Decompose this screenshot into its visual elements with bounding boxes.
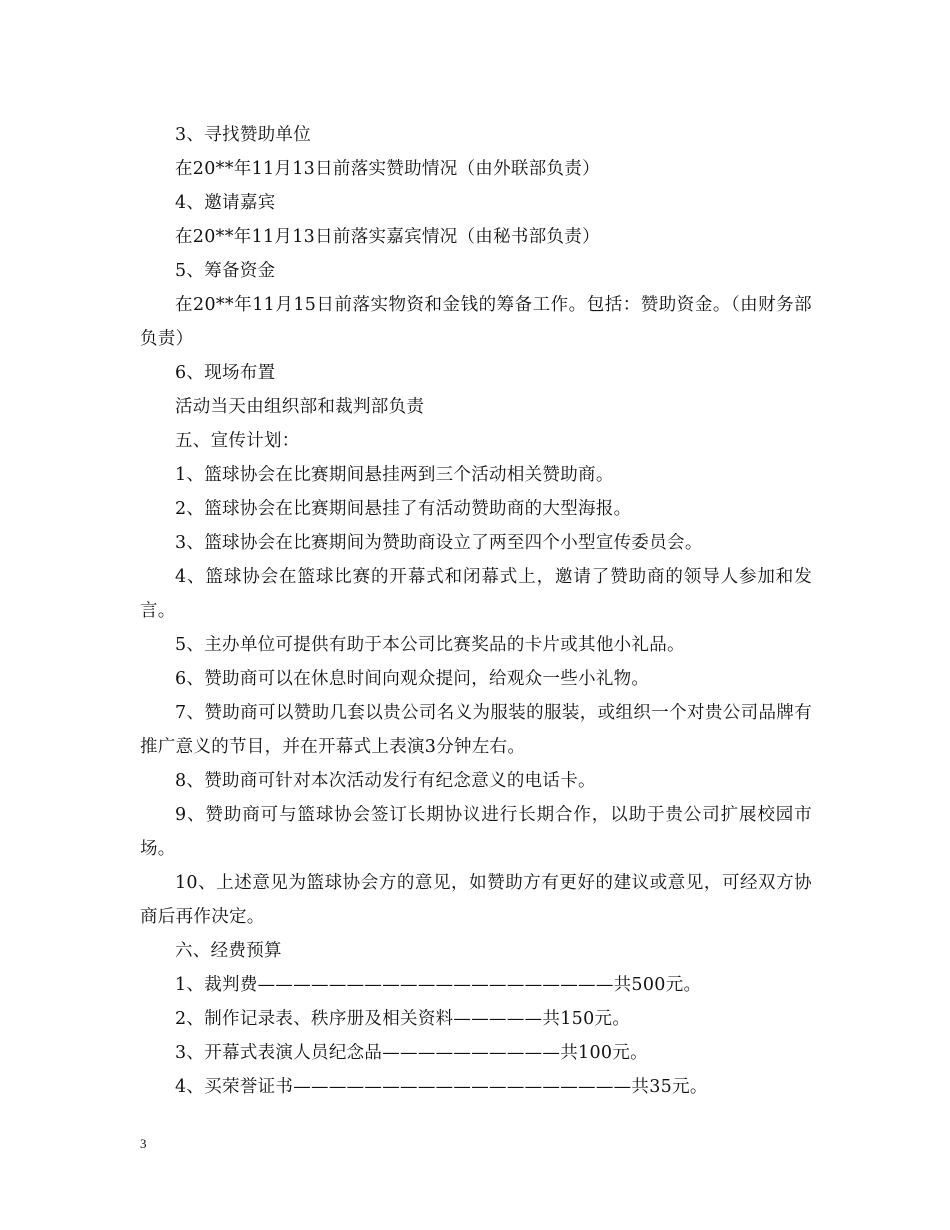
list-item: 1、篮球协会在比赛期间悬挂两到三个活动相关赞助商。 — [175, 465, 614, 485]
paragraph: 在20**年11月13日前落实嘉宾情况（由秘书部负责） — [175, 227, 600, 247]
section-heading: 3、寻找赞助单位 — [175, 125, 312, 145]
section-heading: 6、现场布置 — [175, 363, 276, 383]
list-item: 7、赞助商可以赞助几套以贵公司名义为服装的服装，或组织一个对贵公司品牌有推广意义的节目，并在开幕式上表演3分钟左右。 — [140, 703, 812, 757]
list-item: 6、赞助商可以在休息时间向观众提问，给观众一些小礼物。 — [175, 669, 650, 689]
paragraph: 在20**年11月15日前落实物资和金钱的筹备工作。包括：赞助资金。（由财务部负责） — [140, 295, 812, 349]
list-item: 5、主办单位可提供有助于本公司比赛奖品的卡片或其他小礼品。 — [175, 635, 685, 655]
list-item: 4、篮球协会在篮球比赛的开幕式和闭幕式上，邀请了赞助商的领导人参加和发言。 — [140, 567, 812, 621]
chapter-heading: 六、经费预算 — [175, 941, 282, 961]
budget-item: 3、开幕式表演人员纪念品——————————共100元。 — [175, 1043, 648, 1063]
budget-item: 1、裁判费————————————————————共500元。 — [175, 975, 702, 995]
list-item: 8、赞助商可针对本次活动发行有纪念意义的电话卡。 — [175, 771, 596, 791]
list-item: 10、上述意见为篮球协会方的意见，如赞助方有更好的建议或意见，可经双方协商后再作决定。 — [140, 873, 812, 927]
paragraph: 在20**年11月13日前落实赞助情况（由外联部负责） — [175, 159, 600, 179]
document-body — [140, 118, 812, 1104]
section-heading: 4、邀请嘉宾 — [175, 193, 276, 213]
section-heading: 5、筹备资金 — [175, 261, 276, 281]
page-number: 3 — [140, 1136, 147, 1151]
budget-item: 4、买荣誉证书———————————————————共35元。 — [175, 1077, 708, 1097]
budget-item: 2、制作记录表、秩序册及相关资料—————共150元。 — [175, 1009, 631, 1029]
list-item: 2、篮球协会在比赛期间悬挂了有活动赞助商的大型海报。 — [175, 499, 632, 519]
paragraph: 活动当天由组织部和裁判部负责 — [175, 397, 425, 417]
list-item: 9、赞助商可与篮球协会签订长期协议进行长期合作，以助于贵公司扩展校园市场。 — [140, 805, 812, 859]
list-item: 3、篮球协会在比赛期间为赞助商设立了两至四个小型宣传委员会。 — [175, 533, 703, 553]
chapter-heading: 五、宣传计划： — [175, 431, 300, 451]
